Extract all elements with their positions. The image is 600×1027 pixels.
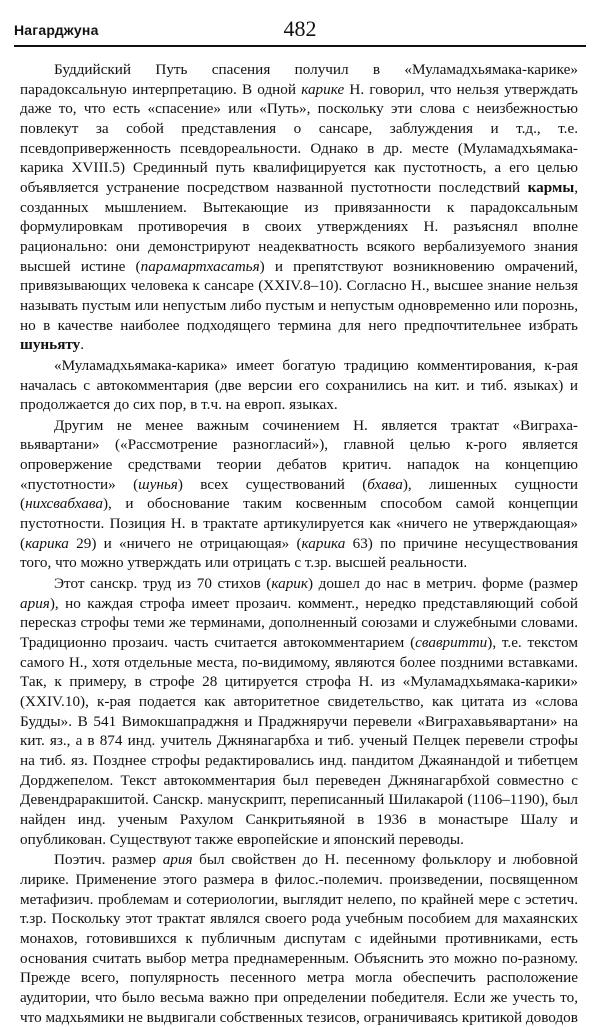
text-run: 63) по причине несуществования того, что можно утверждать или отрицать с т.зр. высшей реальности. xyxy=(20,534,578,572)
paragraph xyxy=(20,574,578,849)
text-run: ), и обоснование таким косвенным способом самой концепции пустотности. Позиция Н. в трактате артикулируется как «ничего не утверждающая» ( xyxy=(20,495,578,552)
text-run: ), лишенных сущности ( xyxy=(20,475,578,513)
text-run: Н. говорил, что нельзя утверждать даже то, что есть «спасение» или «Путь», поскольку эти слова с неизбежностью повлекут за собой представления о сансаре, заблуждения и т.д., т.е. псевдоприверженность псевдореальности. Однако в др. месте (Муламадхьямака-карика XVIII.5) Срединный путь квалифицируется как пустотность, а его целью объявляется устранение посредством названной пустотности последствий xyxy=(20,80,578,196)
page-number: 482 xyxy=(283,16,317,41)
text-run: Этот санскр. труд из 70 стихов ( xyxy=(54,575,272,593)
paragraph xyxy=(20,416,578,573)
italic-term: карике xyxy=(301,80,345,98)
italic-term: шунья xyxy=(138,475,178,493)
paragraph xyxy=(20,356,578,415)
italic-term: нихсвабхава xyxy=(25,495,103,513)
text-run: «Муламадхьямака-карика» имеет богатую традицию комментирования, к-рая началась с автокомментария (две версии его сохранились на кит. и тиб. языках) и продолжается до сих пор, в т.ч. на европ. языках. xyxy=(20,356,578,414)
header-rule xyxy=(14,45,586,47)
page-header xyxy=(14,12,586,46)
bold-term: шуньяту xyxy=(20,336,81,354)
bold-term: кармы xyxy=(527,178,575,196)
text-run: Буддийский Путь спасения получил в «Муламадхьямака-карике» парадоксальную интерпретацию. В одной xyxy=(20,61,578,98)
text-run: ), т.е. текстом самого Н., хотя отдельные места, по-видимому, являются более поздними вставками. Так, к примеру, в строфе 28 цитируется строфа Н. из «Муламадхьямака-карики» (XXIV.10), к-рая подается как авторитетное свидетельство, как цитата из «слова Будды». В 541 Вимокшапраджня и Праджняручи перевели «Виграхавьявартани» на кит. яз., а в 874 инд. учитель Джнянагарбха и тиб. ученый Пелцек перевели строфы на тиб. яз. Позднее строфы редактировались инд. пандитом Джаянандой и тибетцем Дорджепелом. Текст автокомментария был переведен Джнянагарбхой совместно с Девендраракшитой. Санскр. манускрипт, переписанный Шилакарой (1106–1190), был найден инд. ученым Рахулом Санкритьяяной в 1936 в монастыре Шалу и опубликован. Существуют также европейские и японский переводы. xyxy=(20,634,578,848)
paragraph xyxy=(20,850,578,1027)
text-run: был свойствен до Н. песенному фольклору и любовной лирике. Применение этого размера в филос.-полемич. произведении, посвященном метафизич. проблемам и сотериологии, выглядит нелепо, по крайней мере с эстетич. т.зр. Поскольку этот трактат являлся своего рода учебным пособием для махаянских монахов, готовившихся к публичным диспутам с идейными противниками, есть основания считать выбор метра преднамеренным. Объяснить это можно по-разному. Прежде всего, популярность песенного метра могла обеспечить расположение аудитории, что было весьма важно при определении победителя. Если же учесть то, что мадхьямики не выдвигали собственных тезисов, ограничиваясь критикой доводов xyxy=(20,851,579,1026)
text-run: ) дошел до нас в метрич. форме (размер xyxy=(308,575,578,593)
italic-term: карик xyxy=(271,575,308,593)
italic-term: свавритти xyxy=(415,634,488,652)
italic-term: карика xyxy=(301,534,346,552)
italic-term: бхава xyxy=(367,475,403,493)
italic-term: парамартхасатья xyxy=(140,257,260,275)
running-head: Нагарджуна xyxy=(14,22,99,38)
text-run: Поэтич. размер xyxy=(54,851,163,869)
article-body xyxy=(20,60,579,1026)
text-run: ), но каждая строфа имеет прозаич. коммент., нередко представляющий собой пересказ строфы теми же терминами, дополненный союзами и служебными словами. Традиционно прозаич. часть считается автокомментарием ( xyxy=(20,594,578,652)
text-run: . xyxy=(80,336,85,354)
text-run: ) и препятствуют возникновению омрачений, привязывающих человека к сансаре (XXIV.8–10). Согласно Н., высшее знание нельзя называть пустым или непустым либо пустым и непустым одновременно или порознь, но в качестве наиболее подходящего термина для него предпочтительнее избрать xyxy=(20,257,578,334)
text-run: , созданных мышлением. Вытекающие из привязанности к парадоксальным формулировкам противоречия в своих утверждениях Н. разъяснял вполне рационально: они демонстрируют неадекватность всякого вербализуемого знания высшей истине ( xyxy=(20,178,578,275)
paragraph xyxy=(20,60,578,355)
italic-term: ария xyxy=(162,851,193,869)
text-run: Другим не менее важным сочинением Н. является трактат «Виграха-вьявартани» («Рассмотрение разногласий»), главной целью к-рого является опровержение средствами теории дебатов критич. нападок на концепцию «пустотности» ( xyxy=(20,416,578,493)
italic-term: ария xyxy=(20,594,50,612)
text-run: 29) и «ничего не отрицающая» ( xyxy=(68,534,302,552)
text-run: ) всех существований ( xyxy=(177,475,368,493)
italic-term: карика xyxy=(25,534,69,552)
